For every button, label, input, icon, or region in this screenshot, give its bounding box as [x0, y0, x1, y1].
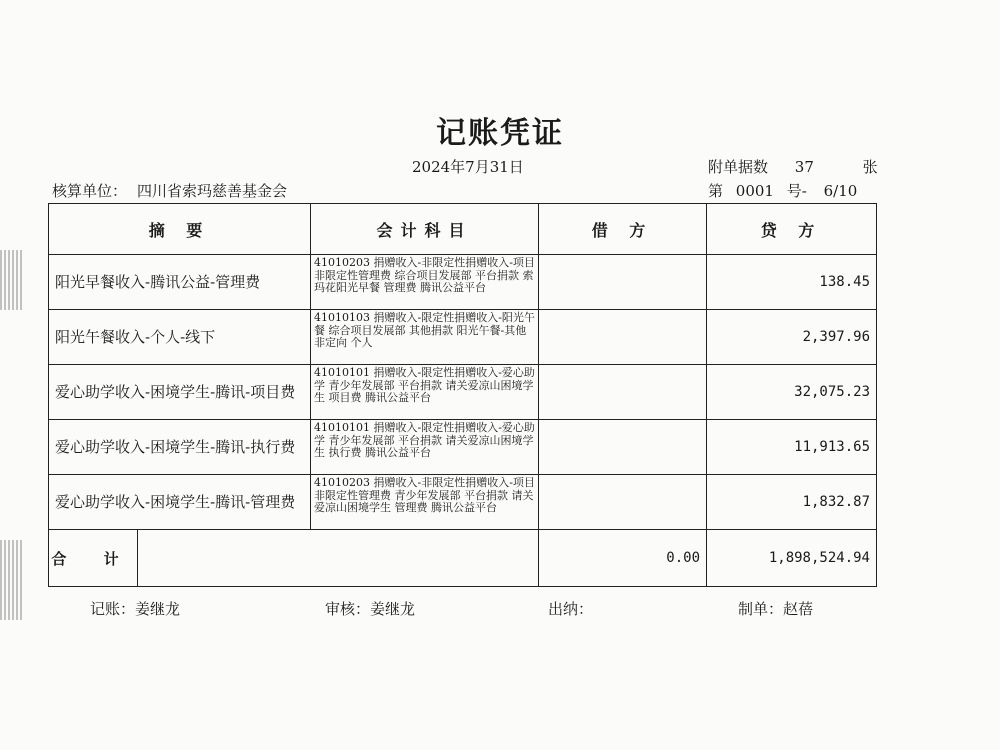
row-debit [539, 310, 707, 365]
maker-label: 制单： [738, 600, 784, 618]
row-summary: 爱心助学收入-困境学生-腾讯-管理费 [49, 475, 311, 530]
maker [738, 598, 813, 619]
bookkeeper-name: 姜继龙 [135, 600, 181, 618]
total-label-cell [49, 530, 539, 587]
row-account: 41010203 捐赠收入-非限定性捐赠收入-项目非限定性管理费 青少年发展部 平台捐款 请关爱凉山困境学生 管理费 腾讯公益平台 [311, 475, 539, 530]
cashier-label: 出纳： [548, 600, 594, 618]
total-label: 合 计 [49, 530, 138, 586]
accounting-unit-label: 核算单位： [52, 182, 128, 200]
row-credit: 11,913.65 [707, 420, 877, 475]
total-row [49, 530, 877, 587]
voucher-number-prefix: 第 [708, 182, 724, 200]
auditor-label: 审核： [325, 600, 371, 618]
header-account: 会计科目 [311, 204, 539, 255]
row-debit [539, 365, 707, 420]
total-credit: 1,898,524.94 [707, 530, 877, 587]
scan-noise [0, 250, 22, 310]
row-credit: 1,832.87 [707, 475, 877, 530]
voucher-number-sep: 号- [786, 182, 807, 200]
auditor-name: 姜继龙 [370, 600, 416, 618]
table-row [49, 310, 877, 365]
header-debit: 借 方 [539, 204, 707, 255]
row-summary: 阳光午餐收入-个人-线下 [49, 310, 311, 365]
table-row [49, 365, 877, 420]
row-debit [539, 475, 707, 530]
total-blank [138, 530, 538, 586]
row-debit [539, 420, 707, 475]
attachment-unit: 张 [862, 158, 878, 176]
voucher-number [708, 180, 857, 201]
total-debit: 0.00 [539, 530, 707, 587]
row-account: 41010103 捐赠收入-限定性捐赠收入-阳光午餐 综合项目发展部 其他捐款 阳光午餐-其他 非定向 个人 [311, 310, 539, 365]
row-account: 41010101 捐赠收入-限定性捐赠收入-爱心助学 青少年发展部 平台捐款 请关爱凉山困境学生 执行费 腾讯公益平台 [311, 420, 539, 475]
row-credit: 32,075.23 [707, 365, 877, 420]
row-summary: 阳光早餐收入-腾讯公益-管理费 [49, 255, 311, 310]
auditor [325, 598, 415, 619]
voucher-title: 记账凭证 [436, 116, 564, 151]
accounting-unit [52, 180, 287, 201]
row-account: 41010203 捐赠收入-非限定性捐赠收入-项目非限定性管理费 综合项目发展部 平台捐款 索玛花阳光早餐 管理费 腾讯公益平台 [311, 255, 539, 310]
cashier [548, 598, 593, 619]
table-row [49, 420, 877, 475]
voucher-page: 6/10 [823, 182, 858, 200]
bookkeeper [90, 598, 180, 619]
table-row [49, 255, 877, 310]
voucher-date: 2024年7月31日 [412, 158, 524, 176]
table-header [49, 204, 877, 255]
voucher-number-value: 0001 [735, 182, 774, 200]
header-credit: 贷 方 [707, 204, 877, 255]
attachment-number: 37 [794, 158, 814, 176]
header-summary: 摘 要 [49, 204, 311, 255]
scan-noise [0, 540, 22, 620]
attachment-label: 附单据数 [708, 158, 769, 176]
row-credit: 2,397.96 [707, 310, 877, 365]
attachment-count [708, 156, 878, 177]
voucher-table [48, 203, 877, 587]
maker-name: 赵蓓 [783, 600, 814, 618]
table-row [49, 475, 877, 530]
bookkeeper-label: 记账： [90, 600, 136, 618]
row-credit: 138.45 [707, 255, 877, 310]
row-debit [539, 255, 707, 310]
accounting-unit-value: 四川省索玛慈善基金会 [137, 182, 288, 200]
row-summary: 爱心助学收入-困境学生-腾讯-执行费 [49, 420, 311, 475]
row-account: 41010101 捐赠收入-限定性捐赠收入-爱心助学 青少年发展部 平台捐款 请关爱凉山困境学生 项目费 腾讯公益平台 [311, 365, 539, 420]
row-summary: 爱心助学收入-困境学生-腾讯-项目费 [49, 365, 311, 420]
